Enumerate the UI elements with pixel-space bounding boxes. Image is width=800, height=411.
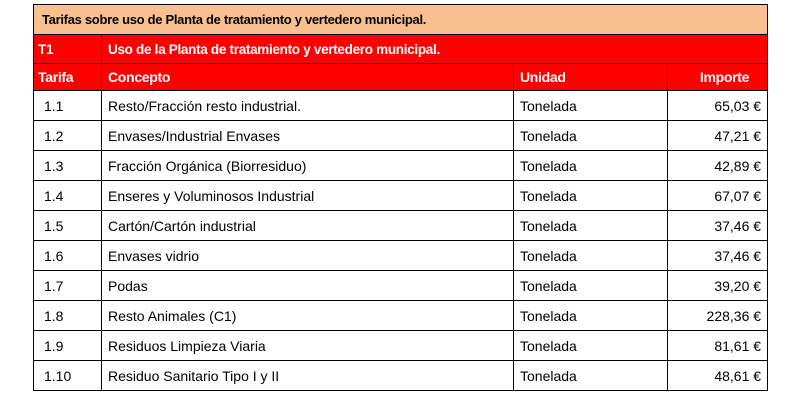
cell-unidad: Tonelada — [514, 151, 668, 181]
cell-concepto: Residuo Sanitario Tipo I y II — [102, 361, 514, 391]
cell-importe: 228,36 € — [668, 301, 768, 331]
table-row — [34, 271, 768, 301]
cell-unidad: Tonelada — [514, 121, 668, 151]
table-row — [34, 151, 768, 181]
cell-unidad: Tonelada — [514, 361, 668, 391]
cell-concepto: Envases/Industrial Envases — [102, 121, 514, 151]
cell-concepto: Enseres y Voluminosos Industrial — [102, 181, 514, 211]
table-title: Tarifas sobre uso de Planta de tratamiento y vertedero municipal. — [34, 5, 768, 35]
tariff-table-container — [33, 4, 767, 391]
cell-tarifa: 1.8 — [34, 301, 102, 331]
cell-unidad: Tonelada — [514, 301, 668, 331]
table-row — [34, 301, 768, 331]
table-row — [34, 241, 768, 271]
table-title-row — [34, 5, 768, 35]
cell-importe: 48,61 € — [668, 361, 768, 391]
cell-tarifa: 1.7 — [34, 271, 102, 301]
cell-unidad: Tonelada — [514, 331, 668, 361]
table-row — [34, 211, 768, 241]
cell-importe: 37,46 € — [668, 211, 768, 241]
section-code: T1 — [34, 35, 102, 64]
cell-unidad: Tonelada — [514, 181, 668, 211]
cell-unidad: Tonelada — [514, 271, 668, 301]
cell-concepto: Resto Animales (C1) — [102, 301, 514, 331]
section-row — [34, 35, 768, 64]
cell-unidad: Tonelada — [514, 211, 668, 241]
header-concepto: Concepto — [102, 64, 514, 91]
cell-tarifa: 1.2 — [34, 121, 102, 151]
column-header-row — [34, 64, 768, 91]
table-row — [34, 121, 768, 151]
section-label: Uso de la Planta de tratamiento y vertedero municipal. — [102, 35, 768, 64]
cell-unidad: Tonelada — [514, 241, 668, 271]
cell-tarifa: 1.5 — [34, 211, 102, 241]
cell-concepto: Resto/Fracción resto industrial. — [102, 91, 514, 121]
header-importe: Importe — [668, 64, 768, 91]
cell-concepto: Envases vidrio — [102, 241, 514, 271]
table-row — [34, 181, 768, 211]
cell-tarifa: 1.4 — [34, 181, 102, 211]
cell-concepto: Cartón/Cartón industrial — [102, 211, 514, 241]
cell-unidad: Tonelada — [514, 91, 668, 121]
table-row — [34, 331, 768, 361]
cell-importe: 81,61 € — [668, 331, 768, 361]
table-row — [34, 91, 768, 121]
header-tarifa: Tarifa — [34, 64, 102, 91]
cell-tarifa: 1.6 — [34, 241, 102, 271]
cell-importe: 65,03 € — [668, 91, 768, 121]
cell-tarifa: 1.3 — [34, 151, 102, 181]
cell-importe: 37,46 € — [668, 241, 768, 271]
cell-concepto: Podas — [102, 271, 514, 301]
cell-tarifa: 1.10 — [34, 361, 102, 391]
cell-importe: 67,07 € — [668, 181, 768, 211]
table-row — [34, 361, 768, 391]
cell-tarifa: 1.9 — [34, 331, 102, 361]
cell-tarifa: 1.1 — [34, 91, 102, 121]
tariff-table — [33, 4, 768, 391]
cell-concepto: Fracción Orgánica (Biorresiduo) — [102, 151, 514, 181]
cell-concepto: Residuos Limpieza Viaria — [102, 331, 514, 361]
cell-importe: 47,21 € — [668, 121, 768, 151]
header-unidad: Unidad — [514, 64, 668, 91]
cell-importe: 42,89 € — [668, 151, 768, 181]
cell-importe: 39,20 € — [668, 271, 768, 301]
